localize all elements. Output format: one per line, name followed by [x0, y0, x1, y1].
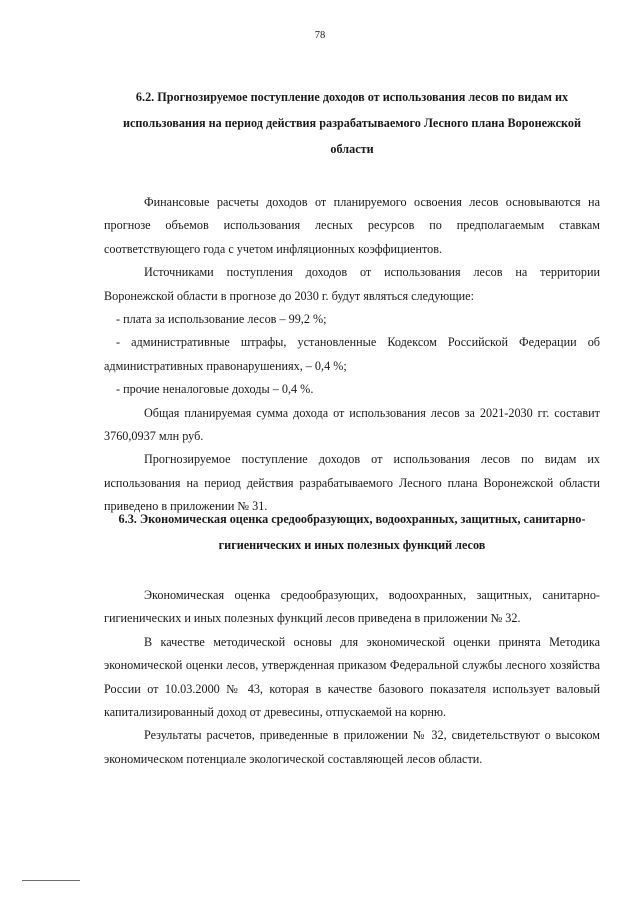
paragraph: В качестве методической основы для экономической оценки принята Методика экономической оценки лесов, утвержденная приказом Федеральной службы лесного хозяйства России от 10.03.2000 № 43, которая в качестве базового показателя использует валовый капитализированный доход от древесины, отпускаемой на корню. [104, 634, 600, 720]
section-6-2 [104, 84, 600, 519]
paragraph: Финансовые расчеты доходов от планируемого освоения лесов основываются на прогнозе объемов использования лесных ресурсов по предполагаемым ставкам соответствующего года с учетом инфляционных коэффициентов. [104, 195, 600, 256]
section-heading: 6.3. Экономическая оценка средообразующих, водоохранных, защитных, санитарно-гигиенических и иных полезных функций лесов [118, 512, 586, 552]
section-heading: 6.2. Прогнозируемое поступление доходов от использования лесов по видам их использования на период действия разрабатываемого Лесного плана Воронежской области [122, 90, 582, 156]
list-item: - плата за использование лесов – 99,2 %; [116, 312, 327, 327]
footer-rule [22, 880, 80, 881]
paragraph: Результаты расчетов, приведенные в приложении № 32, свидетельствуют о высоком экономическом потенциале экологической составляющей лесов области. [104, 728, 600, 766]
section-6-3 [104, 506, 600, 771]
list-item: - прочие неналоговые доходы – 0,4 %. [116, 382, 314, 397]
page-number: 78 [314, 30, 326, 41]
paragraph: Общая планируемая сумма дохода от использования лесов за 2021-2030 гг. составит 3760,0937 млн руб. [104, 405, 600, 444]
paragraph: Прогнозируемое поступление доходов от использования лесов по видам их использования на период действия разрабатываемого Лесного плана Воронежской области приведено в приложении № 31. [104, 452, 600, 514]
paragraph: Источниками поступления доходов от использования лесов на территории Воронежской области в прогнозе до 2030 г. будут являться следующие: [104, 265, 600, 303]
paragraph: Экономическая оценка средообразующих, водоохранных, защитных, санитарно-гигиенических и иных полезных функций лесов приведена в приложении № 32. [104, 588, 600, 626]
list-item: - административные штрафы, установленные Кодексом Российской Федерации об административных правонарушениях, – 0,4 %; [104, 335, 600, 373]
